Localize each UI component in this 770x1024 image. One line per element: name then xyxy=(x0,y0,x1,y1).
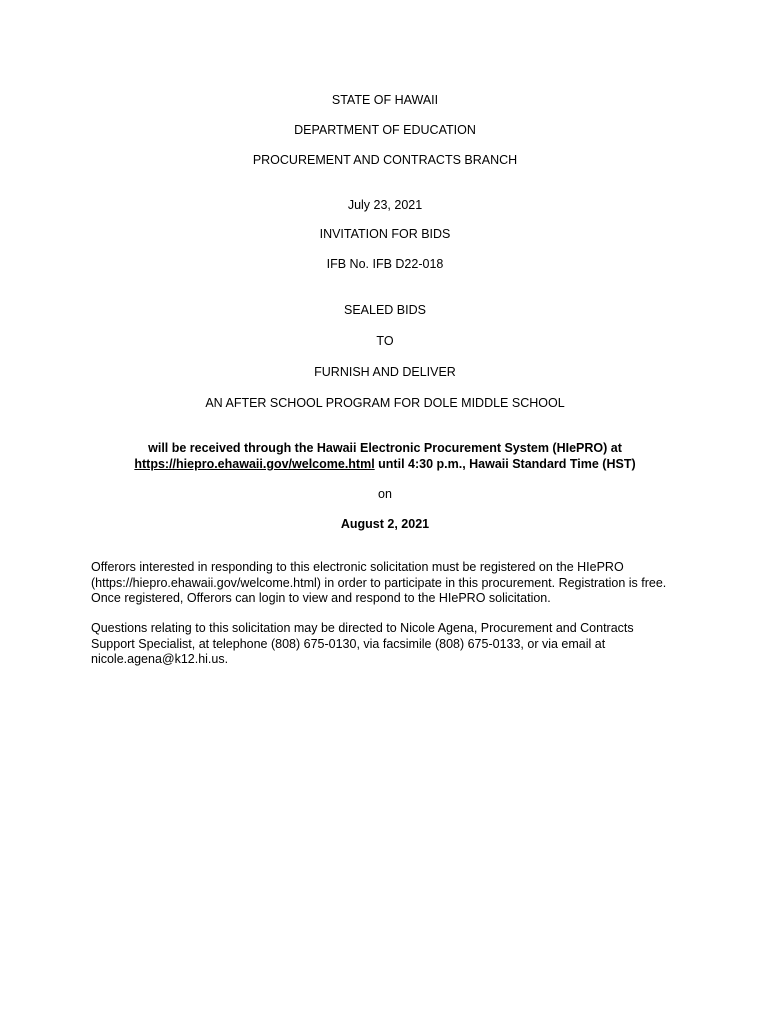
branch-heading: PROCUREMENT AND CONTRACTS BRANCH xyxy=(252,153,518,167)
furnish-label: FURNISH AND DELIVER xyxy=(314,365,456,379)
submission-deadline-time: until 4:30 p.m., Hawaii Standard Time (HST) xyxy=(374,457,636,471)
contact-paragraph xyxy=(91,621,691,668)
notice-type: INVITATION FOR BIDS xyxy=(319,227,451,241)
contact-line: Questions relating to this solicitation may be directed to Nicole Agena, Procurement and Contracts xyxy=(91,621,634,635)
program-title: AN AFTER SCHOOL PROGRAM FOR DOLE MIDDLE SCHOOL xyxy=(205,396,565,410)
department-heading: DEPARTMENT OF EDUCATION xyxy=(294,123,476,137)
submission-line-2 xyxy=(0,456,770,472)
state-heading: STATE OF HAWAII xyxy=(331,93,439,107)
to-label: TO xyxy=(376,334,394,348)
registration-paragraph xyxy=(91,560,691,607)
deadline-date: August 2, 2021 xyxy=(340,517,430,531)
registration-line: (https://hiepro.ehawaii.gov/welcome.html) in order to participate in this procurement. Registration is free. xyxy=(91,575,667,590)
registration-line: Offerors interested in responding to this electronic solicitation must be registered on the HIePRO xyxy=(91,560,624,574)
hiepro-link[interactable]: https://hiepro.ehawaii.gov/welcome.html xyxy=(134,457,375,471)
contact-line: nicole.agena@k12.hi.us. xyxy=(91,652,229,666)
notice-date: July 23, 2021 xyxy=(347,198,423,212)
submission-line-1: will be received through the Hawaii Electronic Procurement System (HIePRO) at xyxy=(148,441,622,455)
on-label: on xyxy=(378,487,392,501)
registration-line: Once registered, Offerors can login to view and respond to the HIePRO solicitation. xyxy=(91,591,551,605)
ifb-number: IFB No. IFB D22-018 xyxy=(326,257,444,271)
sealed-bids-label: SEALED BIDS xyxy=(344,303,426,317)
contact-line: Support Specialist, at telephone (808) 675-0130, via facsimile (808) 675-0133, or via email at xyxy=(91,636,606,651)
